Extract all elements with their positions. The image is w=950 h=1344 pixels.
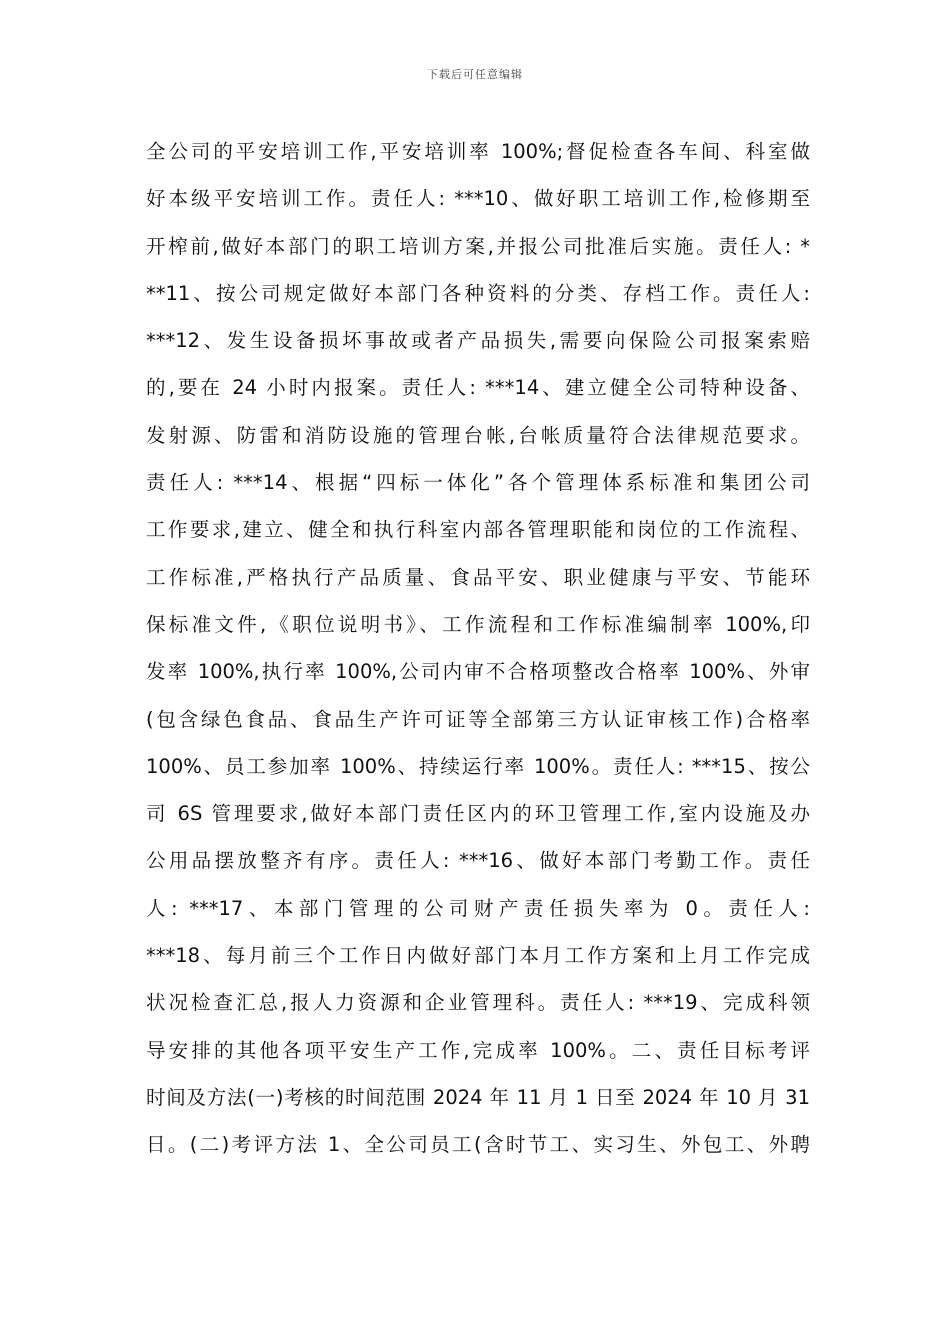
text-line: 的,要在 24 小时内报案。责任人: ***14、建立健全公司特种设备、	[146, 376, 810, 400]
document-body	[146, 128, 810, 1169]
text-line: (包含绿色食品、食品生产许可证等全部第三方认证审核工作)合格率	[146, 707, 810, 731]
text-line: 工作要求,建立、健全和执行科室内部各管理职能和岗位的工作流程、	[146, 518, 810, 542]
text-line: 状况检查汇总,报人力资源和企业管理科。责任人: ***19、完成科领	[146, 991, 810, 1015]
text-line: 100%、员工参加率 100%、持续运行率 100%。责任人: ***15、按公	[146, 754, 810, 778]
text-line: 发率 100%,执行率 100%,公司内审不合格项整改合格率 100%、外审	[146, 660, 810, 684]
page-header-note: 下载后可任意编辑	[427, 68, 523, 81]
text-line: 时间及方法(一)考核的时间范围 2024 年 11 月 1 日至 2024 年 10 月 31	[146, 1085, 810, 1109]
text-line: 工作标准,严格执行产品质量、食品平安、职业健康与平安、节能环	[146, 565, 810, 589]
text-line: 开榨前,做好本部门的职工培训方案,并报公司批准后实施。责任人: *	[146, 234, 810, 258]
text-line: 发射源、防雷和消防设施的管理台帐,台帐质量符合法律规范要求。	[146, 423, 810, 447]
text-line: 好本级平安培训工作。责任人: ***10、做好职工培训工作,检修期至	[146, 187, 810, 211]
text-line: ***12、发生设备损坏事故或者产品损失,需要向保险公司报案索赔	[146, 329, 810, 353]
text-line: 人: ***17、本部门管理的公司财产责任损失率为 0。责任人:	[146, 896, 810, 920]
text-line: 责任人: ***14、根据“四标一体化”各个管理体系标准和集团公司	[146, 471, 810, 495]
text-line: 导安排的其他各项平安生产工作,完成率 100%。二、责任目标考评	[146, 1038, 810, 1062]
text-line: ***18、每月前三个工作日内做好部门本月工作方案和上月工作完成	[146, 944, 810, 968]
text-line: 司 6S 管理要求,做好本部门责任区内的环卫管理工作,室内设施及办	[146, 802, 810, 826]
text-line: 全公司的平安培训工作,平安培训率 100%;督促检查各车间、科室做	[146, 140, 810, 163]
text-line: 日。(二)考评方法 1、全公司员工(含时节工、实习生、外包工、外聘	[146, 1133, 810, 1157]
text-line: 公用品摆放整齐有序。责任人: ***16、做好本部门考勤工作。责任	[146, 849, 810, 873]
text-line: **11、按公司规定做好本部门各种资料的分类、存档工作。责任人:	[146, 281, 810, 305]
text-line: 保标准文件,《职位说明书》、工作流程和工作标准编制率 100%,印	[146, 612, 810, 636]
